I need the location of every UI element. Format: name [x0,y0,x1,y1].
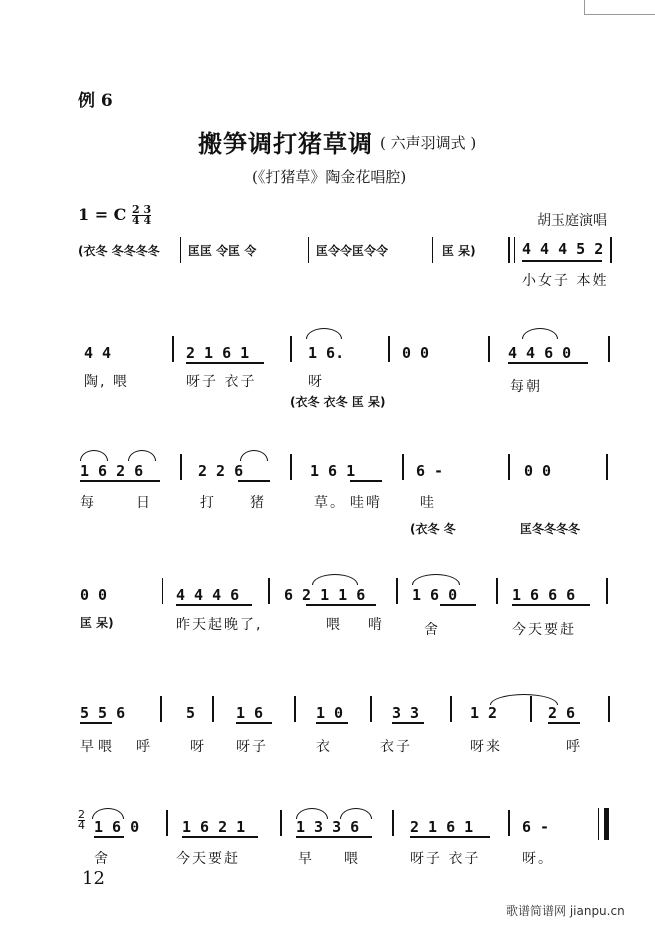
barline [402,454,404,480]
lyric-r2-3: 呀 [308,374,324,390]
beam-line [80,480,160,482]
site-watermark: 歌谱简谱网 jianpu.cn [506,904,625,918]
notes-r1-m5: 4 4 4 5 2 [522,240,604,258]
barline [370,696,372,722]
perc-r3: (衣冬 冬 [410,522,456,536]
notes-r5-m1: 5 5 6 [80,704,126,722]
barline [280,810,282,836]
notes-r6-m3: 1 3 3 6 [296,818,360,836]
notes-r4-m5: 1 6 6 6 [512,586,576,604]
notes-r2-m5: 4 4 6 0 [508,344,572,362]
beam-line [350,480,382,482]
beam-line [392,722,424,724]
barline [160,696,162,722]
barline [162,578,163,604]
notes-r4-m2: 4 4 4 6 [176,586,240,604]
lyric-r5-2: 喂 [98,739,114,755]
lyric-r5-6: 衣 [316,739,332,755]
notes-r6-m4: 2 1 6 1 [410,818,474,836]
barline [172,336,174,362]
beam-line [440,604,476,606]
barline [180,454,182,480]
notes-r1-m1: (衣冬 冬冬冬冬 [78,244,160,258]
barline [514,237,515,263]
page-corner-border [584,0,655,15]
barline [268,578,270,604]
lyric-r5-5: 呀子 [236,739,268,755]
barline [606,454,608,480]
notes-r1-m2: 匡匡 令匡 令 [188,244,257,258]
notes-r5-m3: 1 6 [236,704,264,722]
notes-r1-m3: 匡令令匡令令 [316,244,389,258]
lyric-r3-1: 每 [80,495,96,511]
slur [522,328,558,339]
beam-line [80,722,112,724]
beam-line [238,480,270,482]
barline [180,237,181,263]
slur [306,328,342,339]
lyrics-r1: 小女子 本姓 [522,273,609,289]
lyric-r6-4: 喂 [344,851,360,867]
notes-r4-m1: 0 0 [80,586,108,604]
beam-line [94,836,124,838]
barline [496,578,498,604]
perc-r2: (衣冬 衣冬 匡 呆) [290,395,386,409]
notes-r5-m7: 2 6 [548,704,576,722]
singer-credit: 胡玉庭演唱 [537,213,607,229]
final-barline-thick [604,808,609,840]
lyric-r5-3: 呼 [136,739,152,755]
slur [412,574,460,585]
beam-line [176,604,252,606]
beam-line [512,604,590,606]
notes-r6-m2: 1 6 2 1 [182,818,246,836]
barline [530,696,532,722]
lyric-r4-2: 喂 [326,617,342,633]
meter-signature [132,205,151,226]
lyric-r6-2: 今天要赶 [176,851,240,867]
lyric-r6-1: 舍 [94,851,110,867]
song-title: 搬笋调打猪草调 [198,129,373,158]
beam-line [410,836,490,838]
example-label: 例 6 [78,91,113,111]
notes-r6-m1: 1 6 0 [94,818,140,836]
notes-r6-m5: 6 - [522,818,550,836]
notes-r4-m3: 6 2 1 1 6 [284,586,366,604]
lyric-r6-3: 早 [298,851,314,867]
lyric-r5-8: 呀来 [470,739,502,755]
lyric-r3-3: 打 [200,495,216,511]
barline [610,237,612,263]
beam-line [522,260,602,262]
notes-r2-m1: 4 4 [84,344,112,362]
slur [128,450,156,461]
barline [166,810,168,836]
barline [432,237,433,263]
song-subtitle: (《打猪草》陶金花唱腔) [252,168,407,186]
barline [388,336,390,362]
beam-line [508,362,588,364]
lyric-r3-2: 日 [136,495,152,511]
barline [290,336,292,362]
lyric-r4-3: 啃 [368,617,384,633]
beam-line [548,722,580,724]
beam-line [182,836,258,838]
notes-r5-m4: 1 0 [316,704,344,722]
meter-change: 2 4 [78,808,85,832]
lyric-r4-1: 昨天起晚了, [176,617,263,633]
lyric-r5-9: 呼 [566,739,582,755]
lyric-r5-7: 衣子 [380,739,412,755]
lyric-r4-5: 今天要赶 [512,622,576,638]
barline [396,578,398,604]
notes-r2-m4: 0 0 [402,344,430,362]
notes-r3-m5: 0 0 [524,462,552,480]
lyric-r5-4: 呀 [190,739,206,755]
meter-top: 2 3 [132,203,152,216]
beam-line [306,604,376,606]
lyric-r2-1: 陶, 喂 [84,374,129,390]
barline [290,454,292,480]
barline [508,810,510,836]
barline [294,696,296,722]
lyric-r3-5: 草。 [314,495,346,511]
lyric-r6-6: 呀。 [522,851,554,867]
perc-r3b: 匡冬冬冬冬 [520,522,581,536]
lyric-r6-5: 呀子 衣子 [410,851,481,867]
lyric-r3-7: 哇 [420,495,436,511]
barline [608,336,610,362]
beam-line [316,722,348,724]
beam-line [296,836,372,838]
notes-r3-m1: 1 6 2 6 [80,462,144,480]
notes-r4-m4: 1 6 0 [412,586,458,604]
meter-bottom: 4 4 [132,214,152,227]
barline [308,237,309,263]
notes-r3-m3: 1 6 1 [310,462,356,480]
notes-r3-m4: 6 - [416,462,444,480]
lyric-r2-2: 呀子 衣子 [186,374,257,390]
notes-r5-m5: 3 3 [392,704,420,722]
notes-r2-m2: 2 1 6 1 [186,344,250,362]
barline [606,578,608,604]
barline [488,336,490,362]
final-barline-thin [598,808,599,840]
notes-r3-m2: 2 2 6 [198,462,244,480]
key-signature [78,205,151,226]
perc-r4: 匡 呆) [80,616,114,630]
slur [312,574,358,585]
mode-label: ( 六声羽调式 ) [380,134,477,152]
beam-line [186,362,264,364]
slur [240,450,268,461]
slur [80,450,108,461]
notes-r1-m4: 匡 呆) [442,244,476,258]
barline [508,454,510,480]
beam-line [236,722,272,724]
lyric-r2-4: 每朝 [510,379,542,395]
lyric-r3-4: 猪 [250,495,266,511]
barline [508,237,510,263]
page-number: 12 [82,868,105,889]
lyric-r3-6: 哇啃 [350,495,382,511]
notes-r5-m6: 1 2 [470,704,498,722]
notes-r5-m2: 5 [186,704,196,722]
barline [212,696,214,722]
lyric-r4-4: 舍 [424,622,440,638]
key-text: 1 = C [78,205,127,224]
barline [450,696,452,722]
barline [608,696,610,722]
lyric-r5-1: 早 [80,739,96,755]
barline [392,810,394,836]
notes-r2-m3: 1 6. [308,344,345,362]
